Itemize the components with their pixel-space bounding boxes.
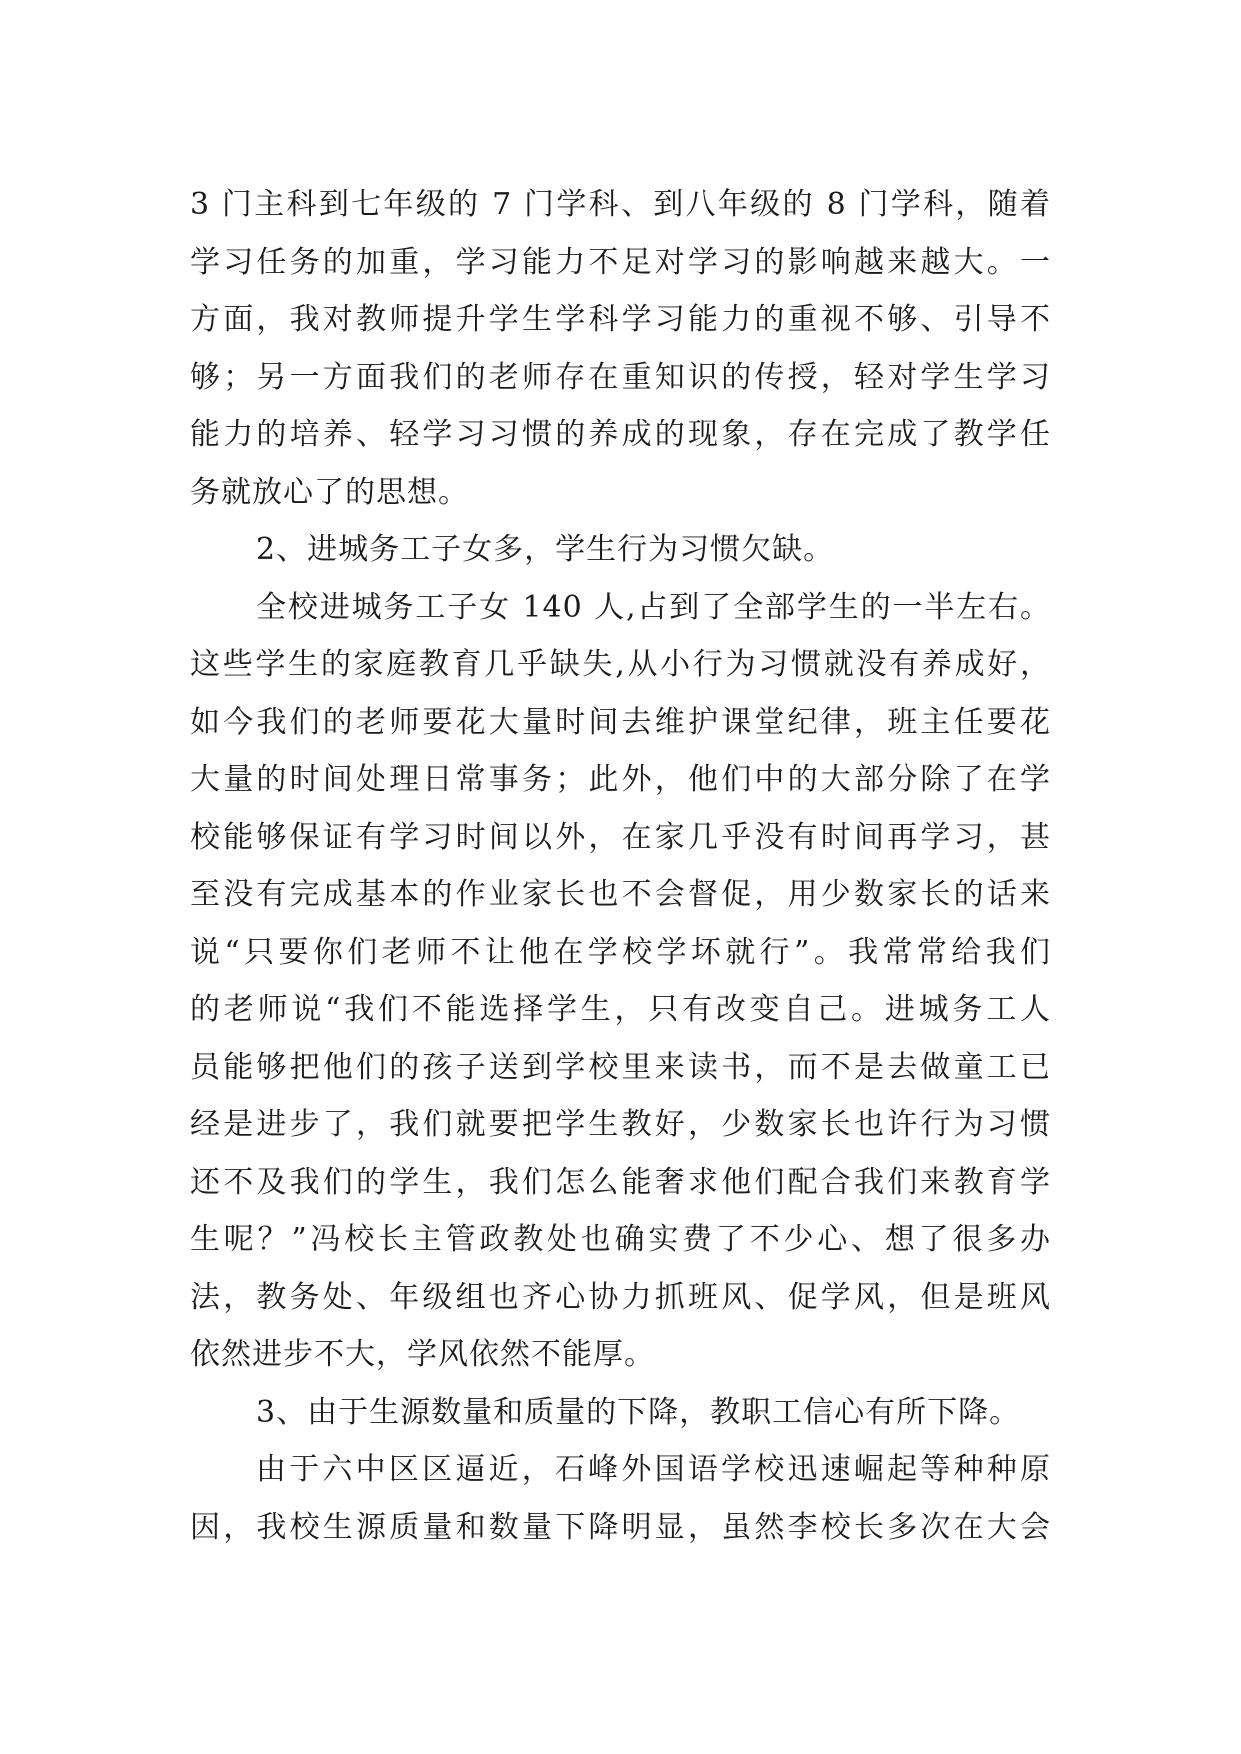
- text-line: 员能够把他们的孩子送到学校里来读书，而不是去做童工已: [190, 1049, 1051, 1085]
- text-line: 全校进城务工子女 140 人,占到了全部学生的一半左右。: [256, 589, 1051, 625]
- text-line: 务就放心了的思想。: [190, 474, 469, 510]
- text-line: 的老师说“我们不能选择学生，只有改变自己。进城务工人: [190, 992, 1051, 1027]
- text-line: 因，我校生源质量和数量下降明显，虽然李校长多次在大会: [190, 1509, 1051, 1545]
- text-line: 这些学生的家庭教育几乎缺失,从小行为习惯就没有养成好，: [190, 647, 1051, 682]
- text-line: 校能够保证有学习时间以外，在家几乎没有时间再学习，甚: [190, 819, 1051, 855]
- paragraph-1: [190, 176, 1051, 521]
- text-line: 3 门主科到七年级的 7 门学科、到八年级的 8 门学科，随着: [190, 187, 1051, 222]
- text-line: 方面，我对教师提升学生学科学习能力的重视不够、引导不: [190, 302, 1051, 337]
- text-line: 至没有完成基本的作业家长也不会督促，用少数家长的话来: [190, 877, 1051, 912]
- text-line: 依然进步不大，学风依然不能厚。: [190, 1337, 655, 1372]
- text-line: 说“只要你们老师不让他在学校学坏就行”。我常常给我们: [190, 934, 1051, 970]
- section-heading-3: [190, 1384, 1051, 1442]
- text-line: 生呢？”冯校长主管政教处也确实费了不少心、想了很多办: [190, 1222, 1051, 1257]
- heading-line: 3、由于生源数量和质量的下降，教职工信心有所下降。: [256, 1394, 1021, 1430]
- text-line: 够；另一方面我们的老师存在重知识的传授，轻对学生学习: [190, 359, 1051, 395]
- text-line: 还不及我们的学生，我们怎么能奢求他们配合我们来教育学: [190, 1164, 1051, 1200]
- section-heading-2: [190, 521, 1051, 579]
- paragraph-2: [190, 579, 1051, 1384]
- text-line: 如今我们的老师要花大量时间去维护课堂纪律，班主任要花: [190, 704, 1051, 740]
- text-line: 学习任务的加重，学习能力不足对学习的影响越来越大。一: [190, 244, 1051, 280]
- text-line: 经是进步了，我们就要把学生教好，少数家长也许行为习惯: [190, 1107, 1051, 1142]
- text-line: 能力的培养、轻学习习惯的养成的现象，存在完成了教学任: [190, 417, 1051, 452]
- text-line: 法，教务处、年级组也齐心协力抓班风、促学风，但是班风: [190, 1279, 1051, 1315]
- text-line: 由于六中区区逼近，石峰外国语学校迅速崛起等种种原: [256, 1452, 1051, 1487]
- paragraph-3: [190, 1441, 1051, 1556]
- text-line: 大量的时间处理日常事务；此外，他们中的大部分除了在学: [190, 762, 1051, 797]
- heading-line: 2、进城务工子女多，学生行为习惯欠缺。: [256, 532, 835, 567]
